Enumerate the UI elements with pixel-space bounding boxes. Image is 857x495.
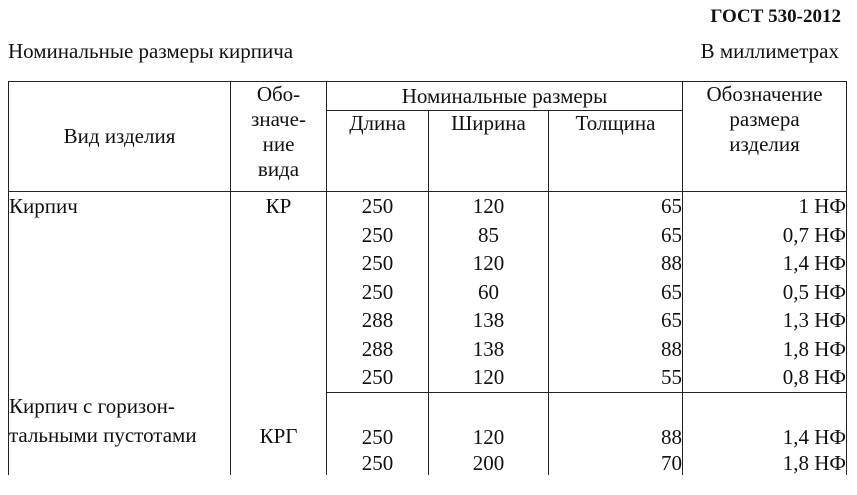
length-cell: 250 [327,392,429,451]
type-code: КР [231,192,327,393]
thickness-cell: 65 [549,192,683,221]
width-cell: 120 [429,363,549,392]
col-header-width: Ширина [429,111,549,192]
product-name: Кирпич [9,192,231,393]
designation-cell: 1 НФ [683,192,847,221]
table-row [9,192,847,221]
length-cell: 250 [327,451,429,475]
width-cell: 138 [429,335,549,364]
width-cell: 85 [429,221,549,250]
length-cell: 250 [327,249,429,278]
thickness-cell: 88 [549,392,683,451]
units-note: В миллиметрах [700,39,839,63]
width-cell: 200 [429,451,549,475]
designation-cell: 1,3 НФ [683,306,847,335]
product-name: Кирпич с горизон- тальными пустотами [9,392,231,475]
designation-cell: 1,8 НФ [683,451,847,475]
col-header-product: Вид изделия [9,82,231,192]
table-row [9,392,847,451]
width-cell: 60 [429,278,549,307]
thickness-cell: 65 [549,278,683,307]
standard-code: ГОСТ 530-2012 [710,6,841,27]
thickness-cell: 65 [549,221,683,250]
designation-cell: 1,4 НФ [683,392,847,451]
width-cell: 138 [429,306,549,335]
length-cell: 250 [327,363,429,392]
thickness-cell: 55 [549,363,683,392]
designation-cell: 0,7 НФ [683,221,847,250]
thickness-cell: 70 [549,451,683,475]
thickness-cell: 88 [549,335,683,364]
col-header-designation: Обозначение размера изделия [683,82,847,192]
col-header-length: Длина [327,111,429,192]
length-cell: 288 [327,306,429,335]
length-cell: 288 [327,335,429,364]
length-cell: 250 [327,221,429,250]
designation-cell: 1,4 НФ [683,249,847,278]
col-header-thickness: Толщина [549,111,683,192]
width-cell: 120 [429,192,549,221]
width-cell: 120 [429,392,549,451]
length-cell: 250 [327,278,429,307]
thickness-cell: 88 [549,249,683,278]
col-header-type-code: Обо- значе- ние вида [231,82,327,192]
designation-cell: 0,5 НФ [683,278,847,307]
table-caption: Номинальные размеры кирпича [8,39,294,63]
type-code: КРГ [231,392,327,475]
brick-sizes-table [8,81,847,475]
width-cell: 120 [429,249,549,278]
designation-cell: 0,8 НФ [683,363,847,392]
length-cell: 250 [327,192,429,221]
col-header-nominal: Номинальные размеры [327,82,683,111]
designation-cell: 1,8 НФ [683,335,847,364]
thickness-cell: 65 [549,306,683,335]
